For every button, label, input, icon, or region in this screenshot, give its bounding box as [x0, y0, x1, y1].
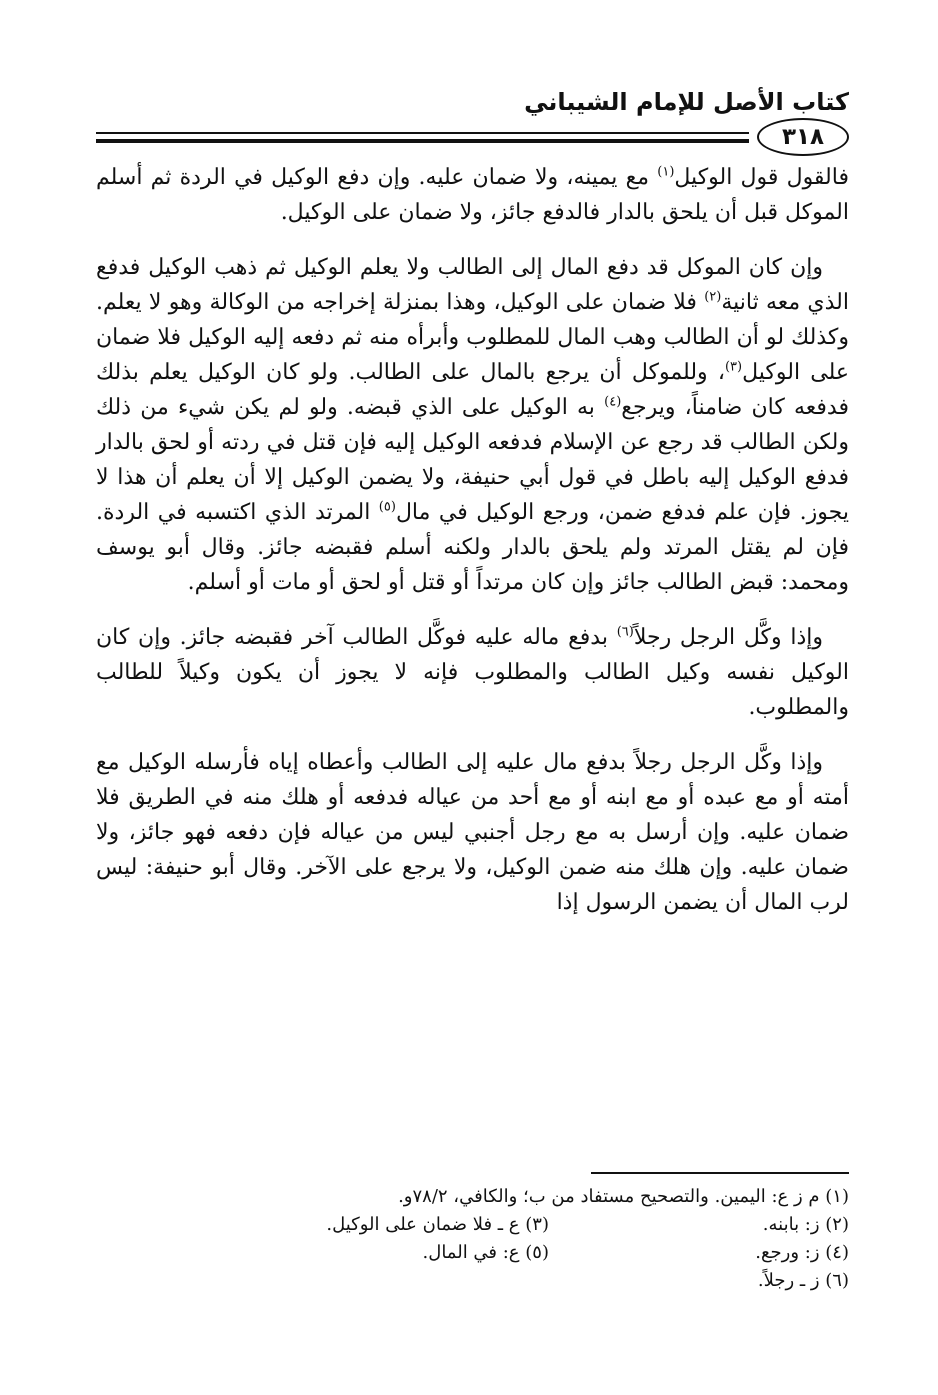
footnote-2: (٢) ز: بابنه.: [762, 1214, 849, 1235]
body-text: فلا ضمان على الوكيل، وهذا بمنزلة إخراجه من الوكالة وهو لا يعلم. وكذلك لو أن الطالب وهب المال للمطلوب وأبرأه منه ثم دفعه إليه الوكيل فلا ضمان على الوكيل: [96, 290, 850, 385]
footnote-marker: (١): [657, 164, 675, 180]
footnote-1: (١) م ز ع: اليمين. والتصحيح مستفاد من ب؛ والكافي، ٧٨/٢و.: [398, 1186, 849, 1207]
body-text: وإذا وكَّل الرجل رجلاً: [633, 625, 823, 650]
footnotes: [189, 1183, 849, 1295]
footnote-separator: [591, 1172, 849, 1174]
footnote-4: (٤) ز: ورجع.: [755, 1242, 849, 1263]
body-text: وإن كان الموكل قد دفع المال إلى الطالب ولا يعلم الوكيل ثم ذهب الوكيل فدفع الذي معه ثانية: [96, 255, 849, 315]
page-number: ٣١٨: [757, 118, 849, 156]
body-text: فالقول قول الوكيل: [674, 165, 849, 190]
footnote-3: (٣) ع ـ فلا ضمان على الوكيل.: [326, 1214, 549, 1235]
footnote-marker: (٥): [378, 499, 396, 515]
body-text: مع يمينه، ولا ضمان عليه. وإن دفع الوكيل في الردة ثم أسلم الموكل قبل أن يلحق بالدار فالدفع جائز، ولا ضمان على الوكيل.: [96, 165, 849, 225]
body-paragraph: [96, 745, 849, 920]
footnote-marker: (٦): [616, 624, 634, 640]
footnote-5: (٥) ع: في المال.: [422, 1242, 549, 1263]
body-paragraph: [96, 160, 849, 230]
body-paragraph: [96, 250, 849, 600]
footnote-marker: (٤): [604, 394, 622, 410]
header-rule-thin: [96, 132, 749, 134]
body-text: بدفع ماله عليه فوكَّل الطالب آخر فقبضه جائز. وإن كان الوكيل نفسه وكيل الطالب والمطلوب فإنه لا يجوز أن يكون وكيلاً للطالب والمطلوب.: [96, 625, 849, 720]
header-rule-thick: [96, 139, 749, 143]
body-paragraph: [96, 620, 849, 725]
footnote-marker: (٢): [704, 289, 722, 305]
book-title: كتاب الأصل للإمام الشيباني: [524, 88, 849, 116]
body-text: ، وللموكل أن يرجع بالمال على الطالب. ولو كان الوكيل يعلم بذلك فدفعه كان ضامناً، ويرجع: [96, 360, 849, 420]
footnote-6: (٦) ز ـ رجلاً.: [757, 1270, 849, 1291]
body-text: المرتد الذي اكتسبه في الردة. فإن لم يقتل المرتد ولم يلحق بالدار ولكنه أسلم فقبضه جائز. وقال أبو يوسف ومحمد: قبض الطالب جائز وإن كان مرتداً أو قتل أو لحق أو مات أو أسلم.: [96, 500, 849, 595]
page-header: [96, 84, 849, 164]
main-text: [96, 160, 849, 940]
body-text: به الوكيل على الذي قبضه. ولو لم يكن شيء من ذلك ولكن الطالب قد رجع عن الإسلام فدفعه الوكيل إليه فإن قتل في ردته أو لحق بالدار فدفع الوكيل إليه باطل في قول أبي حنيفة، ولا يضمن الوكيل إلا أن يعلم أن هذا لا يجوز. فإن علم فدفع ضمن، ورجع الوكيل في مال: [96, 395, 849, 525]
footnote-marker: (٣): [724, 359, 743, 375]
body-text: وإذا وكَّل الرجل رجلاً بدفع مال عليه إلى الطالب وأعطاه إياه فأرسله الوكيل مع أمته أو مع عبده أو مع ابنه أو مع أحد من عياله فدفعه أو هلك منه في الطريق فلا ضمان عليه. وإن أرسل به مع رجل أجنبي ليس من عياله فإن دفعه فهو جائز، ولا ضمان عليه. وإن هلك منه ضمن الوكيل، ولا يرجع على الآخر. وقال أبو حنيفة: ليس لرب المال أن يضمن الرسول إذا: [96, 750, 849, 915]
